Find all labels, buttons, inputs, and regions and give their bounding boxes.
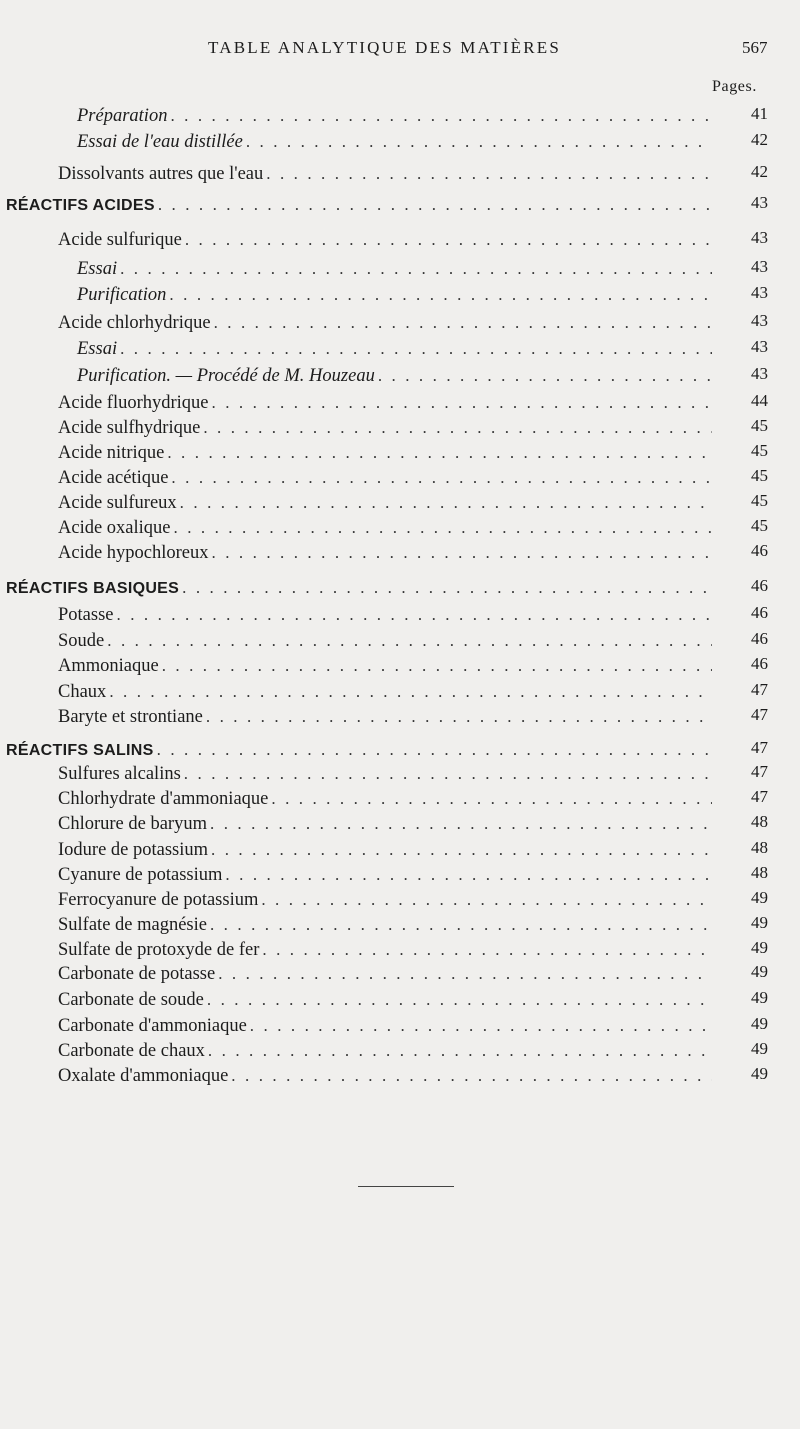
toc-entry <box>77 104 768 128</box>
leader-dots <box>212 391 712 415</box>
toc-entry-page: 45 <box>751 441 768 460</box>
toc-entry-label: Carbonate de chaux <box>58 1041 205 1061</box>
toc-entry-page: 49 <box>751 988 768 1007</box>
toc-entry-page: 43 <box>751 283 768 302</box>
toc-entry-page: 47 <box>751 738 768 757</box>
toc-entry <box>58 654 768 678</box>
leader-dots <box>170 104 712 128</box>
toc-entry <box>77 337 768 361</box>
toc-entry-page: 46 <box>751 629 768 648</box>
leader-dots <box>225 863 712 887</box>
toc-entry-page: 43 <box>751 337 768 356</box>
toc-entry-label: Iodure de potassium <box>58 840 209 860</box>
toc-entry <box>58 416 768 440</box>
leader-dots <box>185 228 712 252</box>
toc-section-heading <box>6 738 768 762</box>
leader-dots <box>210 812 712 836</box>
toc-entry-page: 46 <box>751 603 768 622</box>
toc-entry-label: Carbonate d'ammoniaque <box>58 1016 247 1036</box>
toc-entry-label: Carbonate de soude <box>58 990 204 1010</box>
toc-entry-label: Cyanure de potassium <box>58 865 223 885</box>
toc-entry-label: Préparation <box>77 106 168 126</box>
leader-dots <box>250 1014 712 1038</box>
toc-entry <box>77 364 768 388</box>
leader-dots <box>271 787 712 811</box>
toc-entry <box>58 938 768 962</box>
toc-entry <box>58 516 768 540</box>
toc-entry-label: Potasse <box>58 605 114 625</box>
toc-entry-label: Acide nitrique <box>58 443 165 463</box>
toc-entry-page: 45 <box>751 516 768 535</box>
toc-entry-label: Chaux <box>58 682 107 702</box>
toc-entry <box>58 541 768 565</box>
toc-entry-label: Acide sulfhydrique <box>58 418 201 438</box>
toc-entry-label: Acide sulfurique <box>58 230 182 250</box>
leader-dots <box>171 466 712 490</box>
leader-dots <box>157 738 712 762</box>
leader-dots <box>261 888 712 912</box>
toc-entry <box>58 466 768 490</box>
toc-entry-label: Sulfures alcalins <box>58 764 181 784</box>
toc-entry-label: Sulfate de protoxyde de fer <box>58 940 260 960</box>
toc-entry-page: 49 <box>751 888 768 907</box>
toc-entry-page: 42 <box>751 162 768 181</box>
leader-dots <box>182 576 712 600</box>
toc-entry-page: 49 <box>751 1014 768 1033</box>
toc-entry <box>58 787 768 811</box>
toc-entry-label: Acide sulfureux <box>58 493 177 513</box>
toc-entry-label: Acide acétique <box>58 468 169 488</box>
toc-entry-label: Soude <box>58 631 105 651</box>
toc-entry-label: Ammoniaque <box>58 656 159 676</box>
toc-entry-page: 49 <box>751 1039 768 1058</box>
leader-dots <box>117 603 713 627</box>
toc-entry-label: RÉACTIFS BASIQUES <box>6 580 180 597</box>
toc-entry-label: Essai <box>77 259 118 279</box>
toc-entry <box>58 762 768 786</box>
toc-entry <box>77 257 768 281</box>
toc-entry-page: 42 <box>751 130 768 149</box>
toc-entry-label: Essai de l'eau distillée <box>77 132 243 152</box>
toc-entry-page: 47 <box>751 787 768 806</box>
toc-entry-page: 43 <box>751 364 768 383</box>
toc-entry-page: 46 <box>751 541 768 560</box>
toc-entry <box>58 863 768 887</box>
toc-entry-page: 45 <box>751 416 768 435</box>
toc-entry-page: 46 <box>751 576 768 595</box>
toc-entry-label: Dissolvants autres que l'eau <box>58 164 264 184</box>
leader-dots <box>109 680 712 704</box>
leader-dots <box>203 416 712 440</box>
toc-entry-label: Carbonate de potasse <box>58 964 216 984</box>
toc-entry <box>58 680 768 704</box>
toc-entry-page: 43 <box>751 311 768 330</box>
toc-entry <box>58 988 768 1012</box>
leader-dots <box>167 441 712 465</box>
toc-entry-label: Purification. — Procédé de M. Houzeau <box>77 366 375 386</box>
leader-dots <box>120 257 712 281</box>
toc-entry-label: Acide hypochloreux <box>58 543 209 563</box>
toc-entry-page: 49 <box>751 913 768 932</box>
toc-entry-label: Sulfate de magnésie <box>58 915 207 935</box>
toc-entry-label: Chlorhydrate d'ammoniaque <box>58 789 269 809</box>
toc-entry-label: Essai <box>77 339 118 359</box>
toc-entry <box>58 838 768 862</box>
toc-entry <box>58 603 768 627</box>
leader-dots <box>158 193 712 217</box>
toc-entry <box>58 1064 768 1088</box>
page-number: 567 <box>742 38 768 57</box>
leader-dots <box>107 629 712 653</box>
toc-entry-label: Chlorure de baryum <box>58 814 207 834</box>
toc-entry-label: Purification <box>77 285 167 305</box>
leader-dots <box>207 988 712 1012</box>
toc-entry <box>58 705 768 729</box>
toc-entry-page: 47 <box>751 762 768 781</box>
toc-entry <box>58 962 768 986</box>
leader-dots <box>378 364 712 388</box>
toc-entry <box>58 913 768 937</box>
running-header <box>0 38 800 62</box>
toc-entry <box>58 1014 768 1038</box>
toc-entry <box>58 162 768 186</box>
toc-entry <box>58 1039 768 1063</box>
toc-entry <box>58 391 768 415</box>
toc-entry-page: 47 <box>751 705 768 724</box>
toc-entry-label: RÉACTIFS ACIDES <box>6 197 155 214</box>
toc-entry <box>58 629 768 653</box>
leader-dots <box>231 1064 712 1088</box>
toc-entry <box>58 491 768 515</box>
leader-dots <box>180 491 712 515</box>
toc-entry-label: RÉACTIFS SALINS <box>6 742 154 759</box>
leader-dots <box>210 913 712 937</box>
toc-section-heading <box>6 576 768 600</box>
leader-dots <box>266 162 712 186</box>
leader-dots <box>184 762 712 786</box>
header-title: TABLE ANALYTIQUE DES MATIÈRES <box>208 38 562 57</box>
leader-dots <box>212 541 712 565</box>
end-rule <box>358 1186 454 1187</box>
toc-entry-page: 44 <box>751 391 768 410</box>
leader-dots <box>262 938 712 962</box>
leader-dots <box>174 516 713 540</box>
leader-dots <box>211 838 712 862</box>
leader-dots <box>218 962 712 986</box>
toc-entry-page: 49 <box>751 962 768 981</box>
toc-entry <box>58 311 768 335</box>
pages-column-label: Pages. <box>712 78 757 95</box>
leader-dots <box>214 311 712 335</box>
leader-dots <box>162 654 712 678</box>
toc-entry <box>77 130 768 154</box>
toc-entry <box>58 888 768 912</box>
toc-entry-page: 43 <box>751 228 768 247</box>
toc-entry-page: 43 <box>751 193 768 212</box>
toc-entry-page: 49 <box>751 1064 768 1083</box>
toc-entry <box>58 228 768 252</box>
toc-entry-label: Baryte et strontiane <box>58 707 203 727</box>
toc-section-heading <box>6 193 768 217</box>
toc-entry-page: 47 <box>751 680 768 699</box>
toc-entry-label: Acide oxalique <box>58 518 171 538</box>
toc-entry-page: 48 <box>751 812 768 831</box>
toc-entry-page: 48 <box>751 838 768 857</box>
toc-entry <box>58 441 768 465</box>
toc-entry-page: 41 <box>751 104 768 123</box>
toc-entry-page: 49 <box>751 938 768 957</box>
toc-entry <box>77 283 768 307</box>
toc-entry-page: 48 <box>751 863 768 882</box>
leader-dots <box>208 1039 712 1063</box>
toc-entry-page: 45 <box>751 491 768 510</box>
leader-dots <box>206 705 712 729</box>
toc-entry-page: 46 <box>751 654 768 673</box>
leader-dots <box>169 283 712 307</box>
leader-dots <box>120 337 712 361</box>
toc-entry-label: Ferrocyanure de potassium <box>58 890 259 910</box>
leader-dots <box>246 130 712 154</box>
toc-entry-page: 45 <box>751 466 768 485</box>
toc-entry-label: Acide fluorhydrique <box>58 393 209 413</box>
toc-entry <box>58 812 768 836</box>
toc-entry-label: Oxalate d'ammoniaque <box>58 1066 229 1086</box>
toc-entry-label: Acide chlorhydrique <box>58 313 211 333</box>
toc-entry-page: 43 <box>751 257 768 276</box>
